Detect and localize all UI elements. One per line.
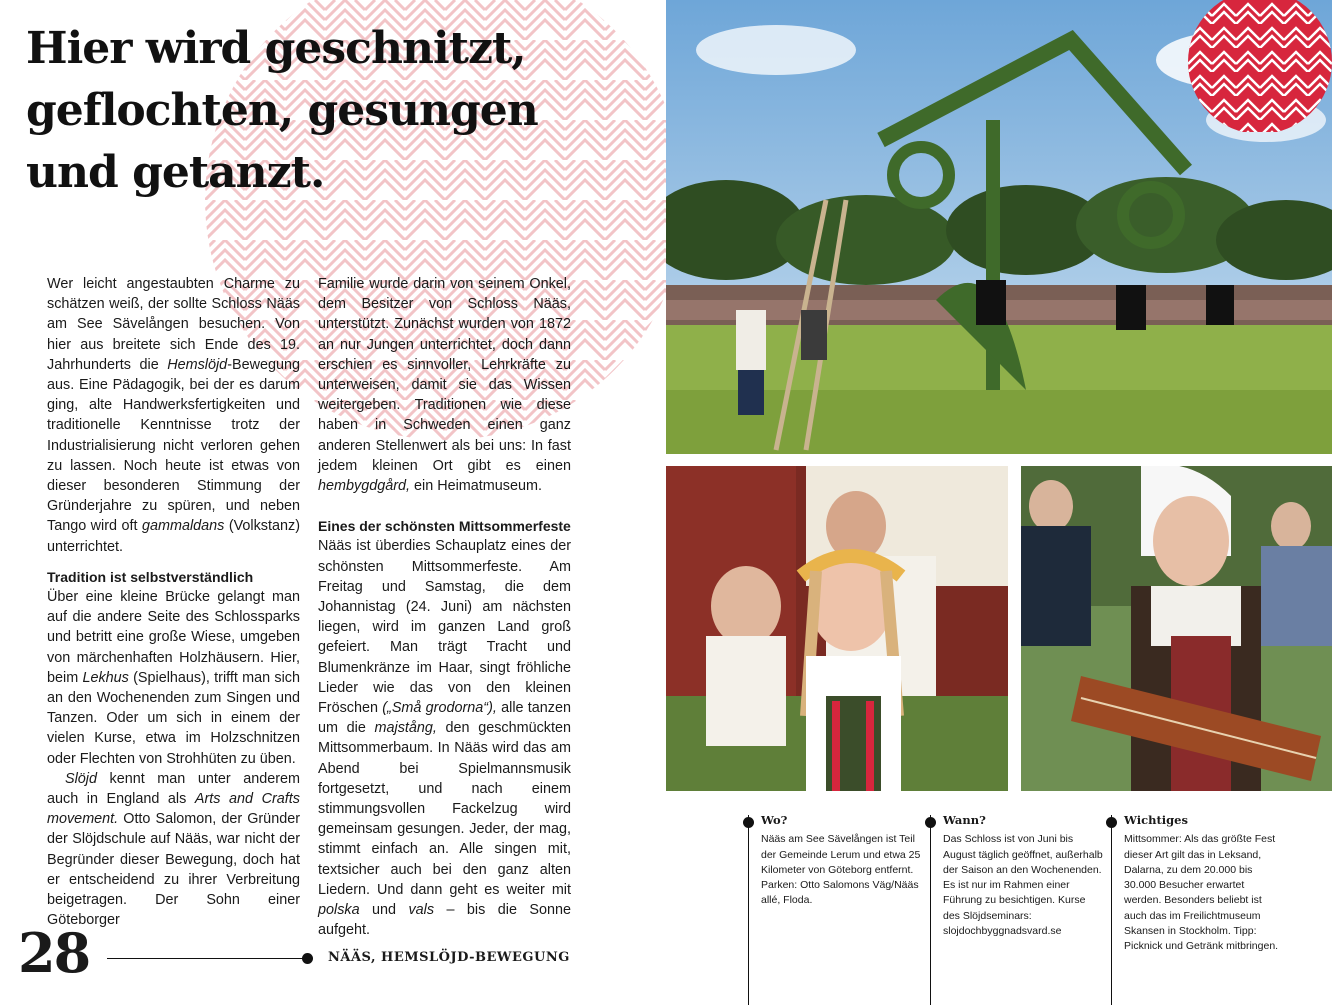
info-divider-line	[1111, 815, 1112, 1005]
info-text-when: Das Schloss ist von Juni bis August täglich geöffnet, außerhalb der Saison an den Wochenenden. Es ist nur im Rahmen einer Führung zu besichtigen. Kurse des Slöjdseminars: slojdochbyggnadsvard.se	[943, 833, 1103, 938]
footer-rule-dot	[302, 953, 313, 964]
info-text-where: Nääs am See Sävelången ist Teil der Gemeinde Lerum und etwa 25 Kilometer von Göteborg entfernt. Parken: Otto Salomons Väg/Nääs allé, Floda.	[761, 833, 921, 907]
paragraph-family: Familie wurde darin von seinem Onkel, dem Besitzer von Schloss Nääs, unterstützt. Zunächst wurden von 1872 an nur Jungen unterrichtet, doch dann erschien es sinnvoller, Lehrkräfte zu unterweisen, damit sie das Wissen weitergeben. Traditionen wie diese haben in Schweden einen ganz anderen Stellenwert als bei uns: In fast jedem kleinen Ort gibt es einen hembygdgård, ein Heimatmuseum.	[318, 276, 571, 495]
footer-section-title: NÄÄS, HEMSLÖJD-BEWEGUNG	[328, 950, 570, 965]
paragraph-slojd: Slöjd kennt man unter anderem auch in England als Arts and Crafts movement. Otto Salomon, der Gründer der Slöjdschule auf Nääs, war nicht der Begründer dieser Bewegung, doch hat er entscheidend zu ihrer Verbreitung beigetragen. Der Sohn einer Göteborger	[47, 770, 300, 929]
photo-woman-nyckelharpa	[1021, 466, 1332, 791]
headline-line-1: Hier wird geschnitzt,	[26, 23, 526, 74]
info-title-where: Wo?	[761, 813, 788, 827]
article-column-2	[318, 274, 571, 941]
subheading-midsummer: Eines der schönsten Mittsommerfeste	[318, 518, 571, 535]
info-box-when	[943, 813, 1103, 939]
headline	[26, 18, 586, 204]
info-bullet-dot	[1106, 817, 1117, 828]
article-column-1	[47, 274, 300, 931]
paragraph-midsummer: Nääs ist überdies Schauplatz eines der schönsten Mittsommerfeste. Am Freitag und Samstag, die dem Johannistag (24. Juni) am nächsten liegen, wird im ganzen Land groß gefeiert. Man trägt Tracht und Blumenkränze im Haar, singt fröhliche Lieder wie das von den kleinen Fröschen („Små grodorna“), alle tanzen um die majstång, den geschmückten Mittsommerbaum. In Nääs wird das am Abend bei Spielmannsmusik fortgesetzt, und nach einem stimmungsvollen Fackelzug wird gemeinsam gesungen. Jeder, der mag, stimmt einfach an. Alle singen mit, textsicher auch bei den ganz alten Liedern. Und dann geht es weiter mit polska und vals – bis die Sonne aufgeht.	[318, 538, 571, 939]
photo-girl-flower-wreath	[666, 466, 1008, 791]
info-box-important	[1124, 813, 1284, 955]
info-divider-line	[748, 815, 749, 1005]
paragraph-intro: Wer leicht angestaubten Charme zu schätzen weiß, der sollte Schloss Nääs am See Sävelången besuchen. Von hier aus breitete sich Ende des 19. Jahrhunderts die Hemslöjd-Bewegung aus. Eine Pädagogik, bei der es darum ging, alte Handwerksfertigkeiten und traditionelle Kenntnisse trotz der Industrialisierung nicht verloren gehen zu lassen. Noch heute ist etwas von dieser besonderen Stimmung der Gründerjahre zu spüren, und neben Tango wird oft gammaldans (Volkstanz) unterrichtet.	[47, 276, 300, 555]
info-title-when: Wann?	[943, 813, 986, 827]
headline-line-3: und getanzt.	[26, 147, 325, 198]
headline-line-2: geflochten, gesungen	[26, 85, 538, 136]
info-bullet-dot	[743, 817, 754, 828]
info-text-important: Mittsommer: Als das größte Fest dieser Art gilt das in Leksand, Dalarna, zu dem 20.000 bis 30.000 Besucher erwartet werden. Besonders beliebt ist auch das im Freilichtmuseum Skansen in Stockholm. Tipp: Picknick und Getränk mitbringen.	[1124, 833, 1279, 953]
info-bullet-dot	[925, 817, 936, 828]
subheading-tradition: Tradition ist selbstverständlich	[47, 568, 254, 585]
decorative-red-circle	[1188, 0, 1332, 132]
info-divider-line	[930, 815, 931, 1005]
info-title-important: Wichtiges	[1124, 813, 1188, 827]
paragraph-bridge: Über eine kleine Brücke gelangt man auf die andere Seite des Schlossparks und betritt eine große Wiese, umgeben von märchenhaften Holzhäusern. Hier, beim Lekhus (Spielhaus), trifft man sich an den Wochenenden zum Singen und Tanzen. Oder um sich in einem der vielen Kurse, etwa im Holzschnitzen oder Flechten von Strohhüten zu üben.	[47, 589, 300, 767]
page-number: 28	[18, 921, 90, 985]
info-box-where	[761, 813, 921, 909]
footer-rule	[107, 958, 307, 959]
